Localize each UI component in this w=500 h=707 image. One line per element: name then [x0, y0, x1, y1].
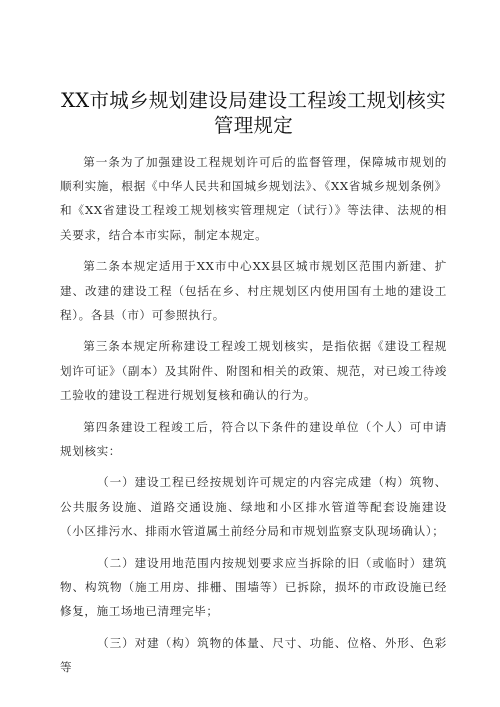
condition-item-1: （一）建设工程已经按规划许可规定的内容完成建（构）筑物、公共服务设施、道路交通设施、绿地和小区排水管道等配套设施建设（小区排污水、排雨水管道属土前经分局和市规划监察支队现场确认）；: [60, 475, 447, 538]
condition-item-2: （二）建设用地范围内按规划要求应当拆除的旧（或临时）建筑物、构筑物（施工用房、排栅、围墙等）已拆除，损坏的市政设施已经修复，施工场地已清理完毕；: [60, 555, 447, 618]
document-title-line-2: 管理规定: [213, 114, 294, 137]
document-title-line-1: XX市城乡规划建设局建设工程竣工规划核实: [61, 89, 446, 112]
article-3-paragraph: 第三条本规定所称建设工程竣工规划核实，是指依据《建设工程规划许可证》（副本）及其附件、附图和相关的政策、规范，对已竣工待竣工验收的建设工程进行规划复核和确认的行为。: [60, 339, 447, 402]
document-title: [60, 88, 447, 138]
article-2-paragraph: 第二条本规定适用于XX市中心XX县区城市规划区范围内新建、扩建、改建的建设工程（包括在乡、村庄规划区内使用国有土地的建设工程）。各县（市）可参照执行。: [60, 259, 447, 322]
document-body: [60, 150, 447, 679]
article-4-paragraph: 第四条建设工程竣工后，符合以下条件的建设单位（个人）可申请规划核实：: [60, 419, 447, 458]
condition-item-3: （三）对建（构）筑物的体量、尺寸、功能、位格、外形、色彩等: [60, 635, 447, 674]
article-1-paragraph: 第一条为了加强建设工程规划许可后的监督管理，保障城市规划的顺利实施，根据《中华人民共和国城乡规划法》、《XX省城乡规划条例》和《XX省建设工程竣工规划核实管理规定（试行）》等法律、法规的相关要求，结合本市实际，制定本规定。: [60, 155, 447, 242]
